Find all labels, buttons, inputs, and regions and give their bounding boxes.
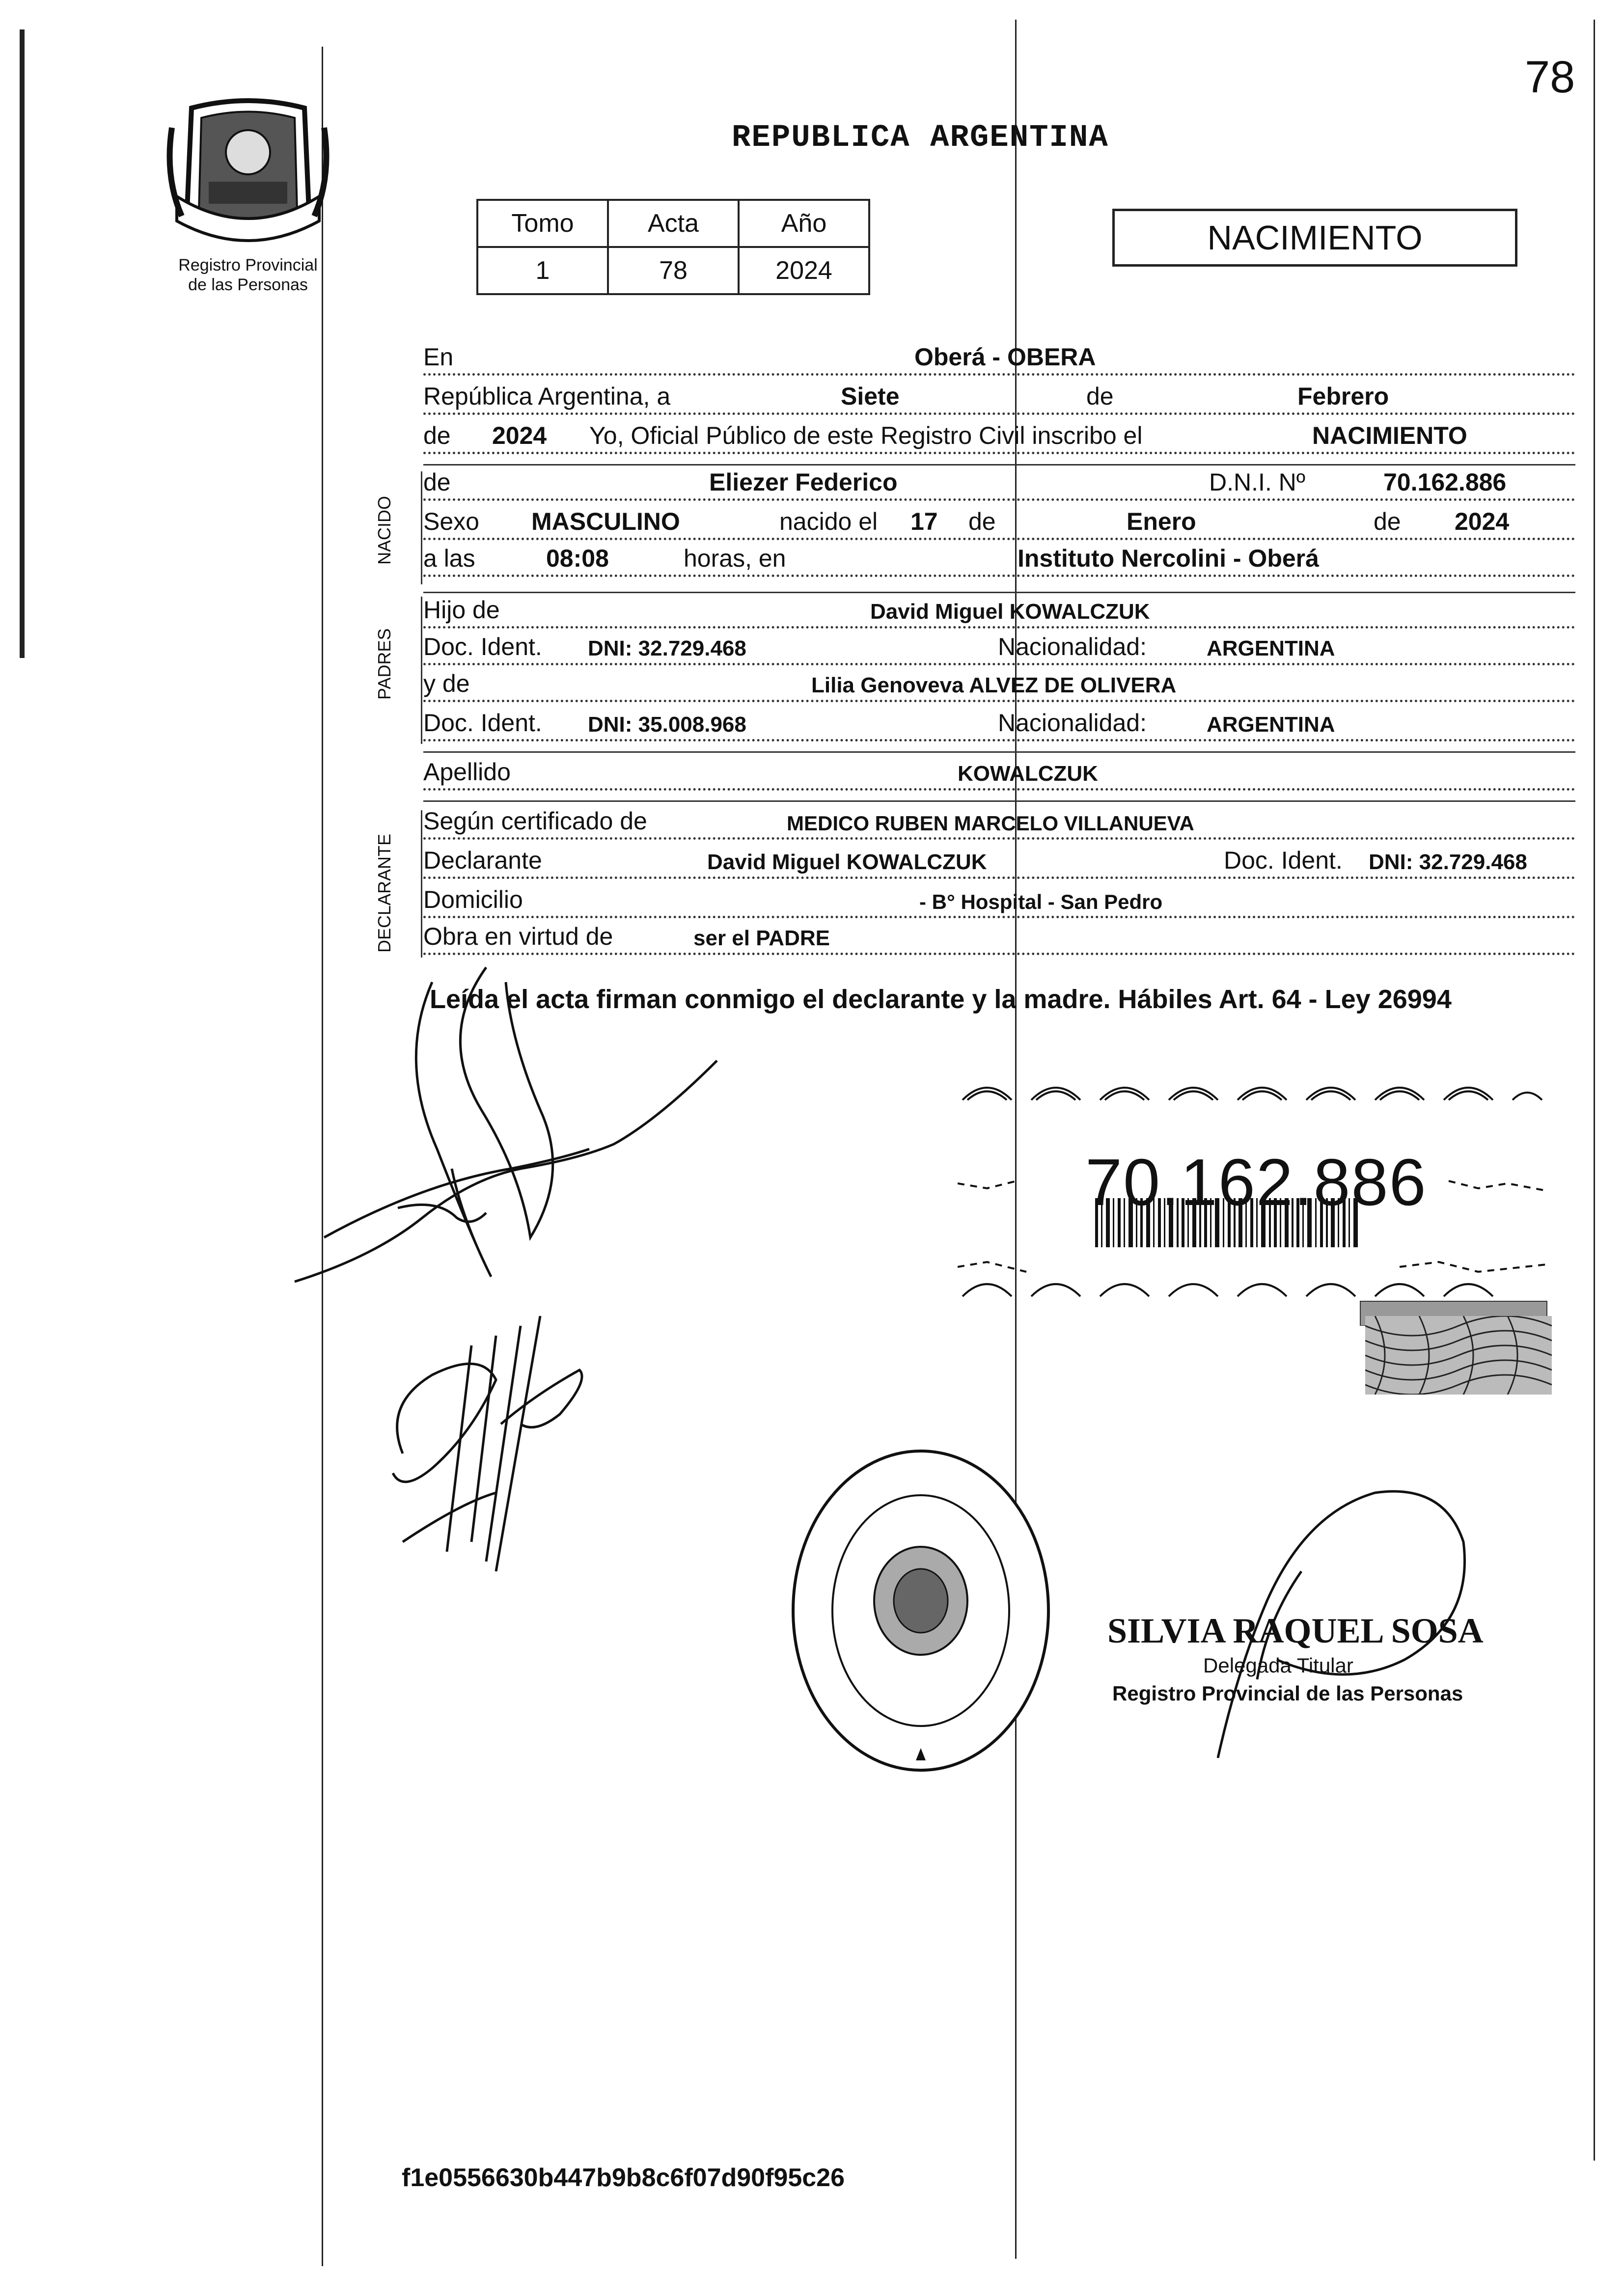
- label-obra: Obra en virtud de: [423, 923, 613, 950]
- value-birth-month: Enero: [1127, 508, 1196, 535]
- label-mother-doc: Doc. Ident.: [423, 709, 542, 737]
- label-apellido: Apellido: [423, 758, 511, 786]
- official-name: SILVIA RAQUEL SOSA: [1107, 1611, 1484, 1650]
- section-rule-declarante: [423, 800, 1575, 802]
- value-apellido: KOWALCZUK: [958, 762, 1098, 786]
- label-y-de: y de: [423, 670, 470, 697]
- label-declarante: Declarante: [423, 847, 542, 874]
- hologram-patch: [1365, 1316, 1552, 1395]
- label-de-name: de: [423, 468, 451, 496]
- label-de: de: [1086, 383, 1114, 410]
- record-table-header-row: [477, 200, 869, 247]
- row-y-de: [423, 670, 1575, 702]
- label-father-nationality: Nacionalidad:: [998, 633, 1147, 660]
- label-certificado: Según certificado de: [423, 807, 647, 835]
- record-table: [476, 199, 870, 295]
- row-certificado: [423, 808, 1575, 840]
- value-year: 2024: [492, 422, 547, 449]
- row-nacido-sexo: [423, 508, 1575, 540]
- label-horas-en: horas, en: [684, 545, 786, 572]
- section-rule-padres: [423, 592, 1575, 593]
- logo-caption-line2: de las Personas: [188, 275, 308, 294]
- section-bar-nacido: [421, 471, 422, 584]
- record-table-acta: 78: [608, 247, 739, 294]
- record-table-value-row: [477, 247, 869, 294]
- value-mother: Lilia Genoveva ALVEZ DE OLIVERA: [811, 673, 1177, 697]
- value-sexo: MASCULINO: [531, 508, 680, 535]
- label-declarante-doc: Doc. Ident.: [1224, 847, 1343, 874]
- record-table-ano: 2024: [739, 247, 869, 294]
- margin-line-right: [1594, 20, 1595, 2161]
- label-sexo: Sexo: [423, 508, 479, 535]
- section-rule-nacido: [423, 464, 1575, 466]
- record-table-tomo: 1: [477, 247, 608, 294]
- value-domicilio: - B° Hospital - San Pedro: [919, 890, 1163, 913]
- section-label-nacido: NACIDO: [374, 495, 394, 565]
- row-obra: [423, 923, 1575, 955]
- record-table-header-acta: Acta: [608, 200, 739, 247]
- official-seal: [786, 1444, 1056, 1778]
- value-birth-day: 17: [910, 508, 938, 535]
- country-title: REPUBLICA ARGENTINA: [732, 120, 1109, 156]
- closing-note: Leída el acta firman conmigo el declarante y la madre. Hábiles Art. 64 - Ley 26994: [430, 985, 1452, 1014]
- label-dni: D.N.I. Nº: [1209, 468, 1306, 496]
- official-registry: Registro Provincial de las Personas: [1112, 1682, 1463, 1705]
- value-month: Febrero: [1297, 383, 1389, 410]
- row-declarante: [423, 847, 1575, 879]
- value-child-name: Eliezer Federico: [709, 468, 898, 496]
- value-place: Oberá - OBERA: [914, 343, 1096, 371]
- label-de-year: de: [423, 422, 451, 449]
- label-mother-nationality: Nacionalidad:: [998, 709, 1147, 737]
- label-father-doc: Doc. Ident.: [423, 633, 542, 660]
- value-child-dni: 70.162.886: [1383, 468, 1507, 496]
- label-a-las: a las: [423, 545, 475, 572]
- record-table-header-tomo: Tomo: [477, 200, 608, 247]
- document-type-box: NACIMIENTO: [1112, 209, 1517, 267]
- dni-stamp-number: 70.162.886: [1085, 1145, 1427, 1219]
- row-nacido-hora: [423, 545, 1575, 577]
- value-declarante: David Miguel KOWALCZUK: [707, 850, 987, 874]
- row-inscribo: [423, 422, 1575, 454]
- value-declarante-doc: DNI: 32.729.468: [1369, 850, 1527, 874]
- row-nacido-name: [423, 469, 1575, 501]
- section-label-padres: PADRES: [374, 628, 394, 700]
- value-father-nationality: ARGENTINA: [1207, 636, 1335, 660]
- section-label-declarante: DECLARANTE: [374, 833, 394, 953]
- label-inscribo: Yo, Oficial Público de este Registro Civil inscribo el: [589, 422, 1143, 449]
- value-time: 08:08: [546, 545, 609, 572]
- row-republica: [423, 383, 1575, 415]
- record-table-header-ano: Año: [739, 200, 869, 247]
- document-hash: f1e0556630b447b9b8c6f07d90f95c26: [402, 2164, 845, 2192]
- section-bar-declarante: [421, 810, 422, 958]
- label-hijo-de: Hijo de: [423, 596, 500, 624]
- official-role: Delegada Titular: [1203, 1654, 1353, 1677]
- value-mother-nationality: ARGENTINA: [1207, 713, 1335, 737]
- value-mother-doc: DNI: 35.008.968: [588, 713, 746, 737]
- label-de-month: de: [968, 508, 996, 535]
- value-birth-year: 2024: [1455, 508, 1510, 535]
- value-day-words: Siete: [841, 383, 900, 410]
- label-nacido-el: nacido el: [779, 508, 878, 535]
- value-act-type: NACIMIENTO: [1312, 422, 1467, 449]
- section-rule-apellido: [423, 751, 1575, 753]
- scan-edge-line: [20, 29, 25, 658]
- row-domicilio: [423, 886, 1575, 918]
- logo-caption-line1: Registro Provincial: [178, 256, 318, 274]
- value-birth-place: Instituto Nercolini - Oberá: [1018, 545, 1319, 572]
- label-en: En: [423, 343, 454, 371]
- row-hijo-de: [423, 597, 1575, 629]
- logo-caption: [145, 255, 351, 295]
- value-obra: ser el PADRE: [693, 926, 830, 950]
- label-domicilio: Domicilio: [423, 886, 523, 913]
- value-father: David Miguel KOWALCZUK: [870, 600, 1150, 624]
- declarant-signature: [275, 962, 791, 1306]
- page-number: 78: [1525, 52, 1575, 102]
- section-bar-padres: [421, 597, 422, 744]
- value-certificado: MEDICO RUBEN MARCELO VILLANUEVA: [787, 812, 1194, 835]
- province-logo: [162, 98, 334, 258]
- row-father-doc: [423, 633, 1575, 665]
- row-en: [423, 344, 1575, 376]
- mother-signature: [373, 1306, 619, 1601]
- value-father-doc: DNI: 32.729.468: [588, 636, 746, 660]
- label-republica: República Argentina, a: [423, 383, 671, 410]
- row-mother-doc: [423, 710, 1575, 741]
- row-apellido: [423, 759, 1575, 791]
- label-de-birth-year: de: [1374, 508, 1401, 535]
